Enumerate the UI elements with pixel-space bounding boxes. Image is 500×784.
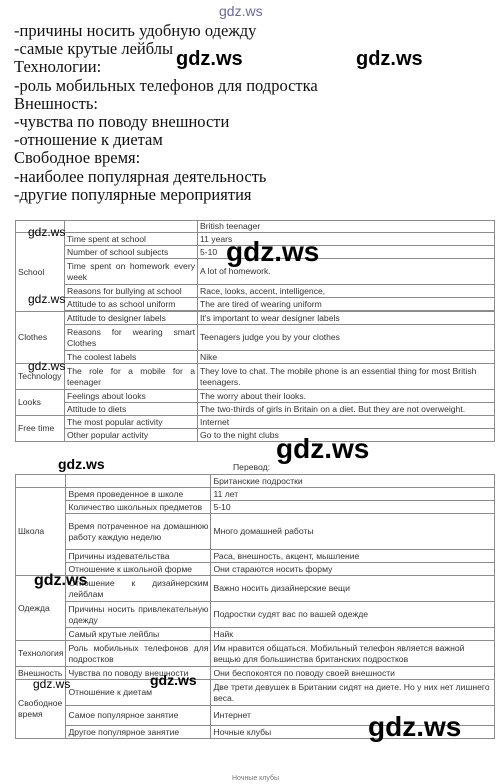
table-row — [16, 488, 495, 501]
answer-cell: A lot of homework. — [198, 259, 495, 285]
table-cell — [66, 475, 211, 488]
answer-cell: Nike — [198, 351, 495, 364]
category-cell: Одежда — [16, 576, 66, 641]
table-header-row — [16, 475, 495, 488]
table-row — [16, 285, 495, 298]
topic-cell: Причины издевательства — [66, 550, 211, 563]
watermark: gdz.ws — [28, 225, 66, 239]
footnote-text: Ночные клубы — [232, 775, 280, 782]
table-row — [16, 429, 495, 442]
watermark: gdz.ws — [58, 456, 105, 472]
topic-cell: Роль мобильных телефонов для подростков — [66, 641, 211, 667]
intro-line: -наиболее популярная деятельность — [14, 166, 267, 186]
answer-cell: Ночные клубы — [211, 726, 495, 739]
watermark: gdz.ws — [34, 572, 88, 589]
answer-cell: They love to chat. The mobile phone is an essential thing for most British teenagers. — [198, 364, 495, 390]
answer-cell: Подростки судят вас по вашей одежде — [211, 602, 495, 628]
category-cell: School — [16, 233, 65, 312]
table-row — [16, 563, 495, 576]
table-row — [16, 641, 495, 667]
topic-cell: Самый крутые лейблы — [66, 628, 211, 641]
category-cell: Школа — [16, 488, 66, 576]
intro-line: -причины носить удобную одежду — [14, 21, 257, 40]
watermark: gdz.ws — [226, 236, 320, 267]
topic-cell: Reasons for wearing smart Clothes — [65, 325, 198, 351]
answer-cell: Teenagers judge you by your clothes — [198, 325, 495, 351]
table-row — [16, 416, 495, 429]
translation-caption: Перевод: — [233, 462, 270, 472]
topic-cell: Отношение к диетам — [66, 680, 211, 706]
answer-cell: The worry about their looks. — [198, 390, 495, 403]
intro-heading: Внешность: — [14, 93, 98, 113]
answer-cell: Раса, внешность, акцент, мышление — [211, 550, 495, 563]
watermark: gdz.ws — [356, 48, 423, 70]
watermark: gdz.ws — [276, 433, 370, 464]
answer-cell: Go to the night clubs — [198, 429, 495, 442]
watermark: gdz.ws — [28, 359, 66, 373]
answer-cell: Найк — [211, 628, 495, 641]
table-row — [16, 576, 495, 602]
intro-line: -отношение к диетам — [14, 130, 163, 150]
table-header-row — [16, 221, 495, 233]
topic-cell: The most popular activity — [65, 416, 198, 429]
answer-cell: It's important to wear designer labels — [198, 312, 495, 325]
topic-cell: Другое популярное занятие — [66, 726, 211, 739]
topic-cell: Attitude to designer labels — [65, 312, 198, 325]
table-row — [16, 667, 495, 680]
answer-cell: Им нравится общаться. Мобильный телефон является важной вещью для большинства британских подростков — [211, 641, 495, 667]
watermark: gdz.ws — [150, 672, 197, 688]
answer-cell: Интернет — [211, 706, 495, 726]
table-row — [16, 628, 495, 641]
category-cell: Свободное время — [16, 680, 66, 739]
watermark: gdz.ws — [33, 677, 71, 691]
topic-cell: Время проведенное в школе — [66, 488, 211, 501]
topic-cell: Самое популярное занятие — [66, 706, 211, 726]
table-row — [16, 501, 495, 514]
topic-cell: Time spent at school — [65, 233, 198, 246]
intro-heading: Технологии: — [14, 57, 102, 77]
answer-cell: Много домашней работы — [211, 514, 495, 550]
answer-cell: The are tired of wearing uniform — [198, 298, 495, 311]
watermark: gdz.ws — [176, 48, 243, 70]
topic-cell: Attitude to diets — [65, 403, 198, 416]
answer-cell: Две трети девушек в Британии сидят на диете. Но у них нет лишнего веса. — [211, 680, 495, 706]
intro-heading: Свободное время: — [14, 148, 141, 168]
answer-cell: The two-thirds of girls in Britain on a diet. But they are not overweight. — [198, 403, 495, 416]
table-row — [16, 514, 495, 550]
answer-cell: 5-10 — [211, 501, 495, 514]
category-cell: Технология — [16, 641, 66, 667]
category-cell: Free time — [16, 416, 65, 442]
topic-cell: Чувства по поводу внешности — [66, 667, 211, 680]
answer-cell: 11 лет — [211, 488, 495, 501]
table-row — [16, 550, 495, 563]
watermark-top: gdz.ws — [219, 3, 263, 19]
table-row — [16, 680, 495, 706]
intro-line: -самые крутые лейблы — [14, 39, 174, 59]
table-cell — [16, 475, 66, 488]
table-header: Британские подростки — [211, 475, 495, 488]
table-row — [16, 403, 495, 416]
russian-table — [15, 474, 495, 739]
topic-cell: Отношение к школьной форме — [66, 563, 211, 576]
answer-cell: 11 years — [198, 233, 495, 246]
topic-cell: The coolest labels — [65, 351, 198, 364]
intro-line: -другие популярные мероприятия — [14, 184, 252, 204]
watermark: gdz.ws — [368, 711, 462, 742]
topic-cell: Other popular activity — [65, 429, 198, 442]
category-cell: Внешность — [16, 667, 66, 680]
topic-cell: Attitude to as school uniform — [65, 298, 198, 311]
topic-cell: Feelings about looks — [65, 390, 198, 403]
category-cell: Technology — [16, 364, 65, 390]
table-row — [16, 364, 495, 390]
intro-line: -роль мобильных телефонов для подростка — [14, 75, 318, 95]
topic-cell: Количество школьных предметов — [66, 501, 211, 514]
table-row — [16, 298, 495, 311]
answer-cell: Они стараются носить форму — [211, 563, 495, 576]
table-row — [16, 325, 495, 351]
table-row — [16, 602, 495, 628]
topic-cell: Отношение к дизайнерским лейблам — [66, 576, 211, 602]
topic-cell: The role for a mobile for a teenager — [65, 364, 198, 390]
table-row — [16, 390, 495, 403]
answer-cell: Race, looks, accent, intelligence, — [198, 285, 495, 298]
answer-cell: Важно носить дизайнерские вещи — [211, 576, 495, 602]
answer-cell: Internet — [198, 416, 495, 429]
topic-cell: Время потраченное на домашнюю работу каждую неделю — [66, 514, 211, 550]
table-cell — [65, 221, 198, 233]
table-row — [16, 351, 495, 364]
answer-cell: 5-10 — [198, 246, 495, 259]
table-row — [16, 312, 495, 325]
topic-cell: Причины носить привлекательную одежду — [66, 602, 211, 628]
topic-cell: Reasons for bullying at school — [65, 285, 198, 298]
watermark: gdz.ws — [28, 292, 66, 306]
topic-cell: Time spent on homework every week — [65, 259, 198, 285]
intro-line: -чувства по поводу внешности — [14, 112, 230, 132]
category-cell: Looks — [16, 390, 65, 416]
topic-cell: Number of school subjects — [65, 246, 198, 259]
category-cell: Clothes — [16, 312, 65, 364]
answer-cell: Они беспокоятся по поводу своей внешности — [211, 667, 495, 680]
table-header: British teenager — [198, 221, 495, 233]
